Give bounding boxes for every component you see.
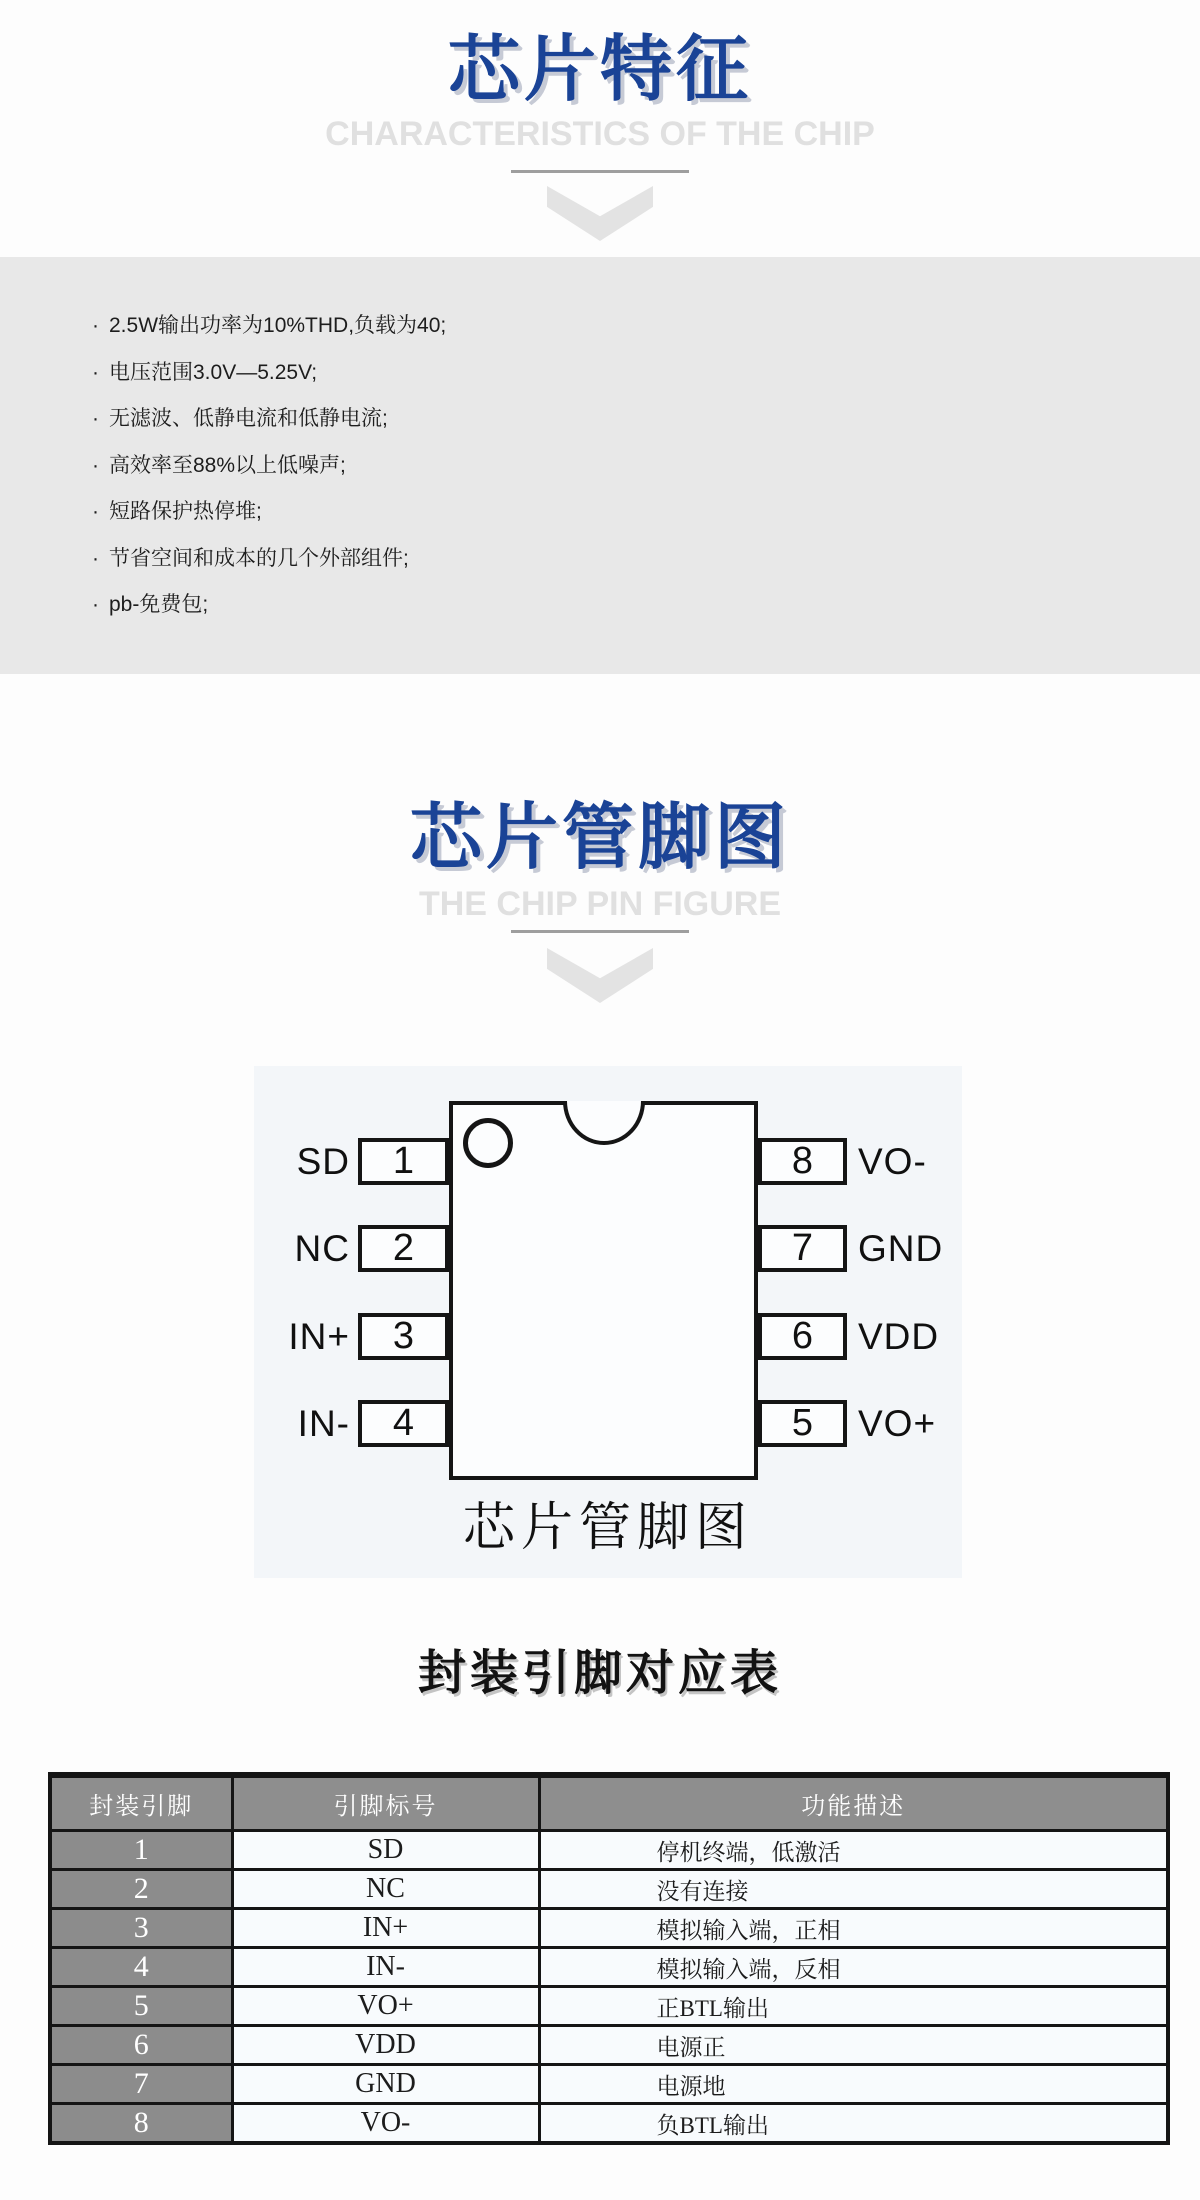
- chevron-down-icon: [547, 186, 653, 241]
- bullet-dot: ·: [92, 546, 99, 570]
- feature-item-text: 节省空间和成本的几个外部组件;: [109, 546, 409, 570]
- feature-item-text: 无滤波、低静电流和低静电流;: [109, 407, 388, 430]
- feature-item: [92, 489, 1140, 536]
- pin-box: [758, 1138, 847, 1185]
- column-header-pin-name: 引脚标号: [232, 1775, 539, 1831]
- feature-item: [92, 396, 1140, 443]
- pin-number: 4: [392, 1402, 415, 1444]
- feature-item: [92, 536, 1140, 583]
- cell-pin-number: 7: [50, 2065, 232, 2104]
- feature-item-text: 电压范围3.0V—5.25V;: [109, 360, 318, 384]
- pin-number: 2: [392, 1227, 415, 1269]
- feature-item-text: 高效率至88%以上低噪声;: [109, 453, 346, 477]
- cell-pin-number: 4: [50, 1948, 232, 1987]
- feature-list: [0, 257, 1200, 674]
- pin-table-heading: 封装引脚对应表: [417, 1647, 782, 1700]
- pin-table: [48, 1772, 1170, 2145]
- column-header-function: 功能描述: [539, 1775, 1168, 1831]
- features-section-subtitle: CHARACTERISTICS OF THE CHIP: [325, 115, 875, 153]
- feature-item: [92, 303, 1140, 350]
- pin-figure-section-title: 芯片管脚图: [409, 798, 790, 878]
- cell-pin-number: 5: [50, 1987, 232, 2026]
- pin-number: 1: [392, 1140, 415, 1182]
- cell-pin-number: 6: [50, 2026, 232, 2065]
- cell-pin-number: 1: [50, 1831, 232, 1870]
- bullet-dot: ·: [92, 314, 99, 337]
- divider-line: [511, 170, 689, 173]
- figure-caption: 芯片管脚图: [462, 1499, 753, 1557]
- cell-pin-name: IN+: [232, 1909, 539, 1948]
- pin-box: [758, 1225, 847, 1272]
- table-row: [50, 1948, 1168, 1987]
- pin-label: VO-: [858, 1140, 927, 1182]
- pin-box: [358, 1138, 449, 1185]
- pin-label: VO+: [858, 1402, 937, 1444]
- table-row: [50, 1831, 1168, 1870]
- pin1-marker-circle: [463, 1118, 513, 1168]
- pin-figure-section-subtitle: THE CHIP PIN FIGURE: [418, 885, 782, 923]
- cell-pin-description: 模拟输入端，正相: [539, 1909, 1168, 1948]
- bullet-dot: ·: [92, 407, 99, 430]
- pin-box: [758, 1400, 847, 1447]
- table-row: [50, 1987, 1168, 2026]
- cell-pin-description: 电源地: [539, 2065, 1168, 2104]
- pin-box: [358, 1400, 449, 1447]
- cell-pin-description: 负BTL输出: [539, 2104, 1168, 2144]
- pin-box: [358, 1225, 449, 1272]
- bullet-dot: ·: [92, 500, 99, 523]
- cell-pin-description: 模拟输入端，反相: [539, 1948, 1168, 1987]
- table-row: [50, 2104, 1168, 2144]
- feature-item: [92, 350, 1140, 397]
- cell-pin-description: 停机终端，低激活: [539, 1831, 1168, 1870]
- feature-item-text: 短路保护热停堆;: [109, 500, 262, 523]
- table-row: [50, 1870, 1168, 1909]
- feature-item-text: pb-免费包;: [109, 593, 209, 616]
- pin-number: 6: [791, 1315, 814, 1357]
- chip-pin-diagram: [254, 1066, 962, 1578]
- cell-pin-description: 电源正: [539, 2026, 1168, 2065]
- pin-label: IN+: [288, 1315, 350, 1357]
- table-row: [50, 2065, 1168, 2104]
- cell-pin-description: 没有连接: [539, 1870, 1168, 1909]
- cell-pin-name: SD: [232, 1831, 539, 1870]
- table-row: [50, 1909, 1168, 1948]
- pin-label: NC: [294, 1227, 350, 1269]
- table-row: [50, 2026, 1168, 2065]
- pin-number: 7: [791, 1227, 814, 1269]
- pin-label: SD: [296, 1140, 350, 1182]
- cell-pin-name: IN-: [232, 1948, 539, 1987]
- cell-pin-name: GND: [232, 2065, 539, 2104]
- feature-item: [92, 443, 1140, 490]
- cell-pin-number: 3: [50, 1909, 232, 1948]
- pin-box: [358, 1313, 449, 1360]
- cell-pin-number: 8: [50, 2104, 232, 2144]
- cell-pin-number: 2: [50, 1870, 232, 1909]
- cell-pin-name: NC: [232, 1870, 539, 1909]
- cell-pin-name: VO-: [232, 2104, 539, 2144]
- pin-number: 8: [791, 1140, 814, 1182]
- feature-item-text: 2.5W输出功率为10%THD,负载为40;: [109, 314, 447, 337]
- pin-label: VDD: [858, 1315, 940, 1357]
- pin-box: [758, 1313, 847, 1360]
- features-section-title: 芯片特征: [447, 30, 752, 110]
- pin-number: 3: [392, 1315, 415, 1357]
- bullet-dot: ·: [92, 360, 99, 384]
- pin-number: 5: [791, 1402, 814, 1444]
- table-header-row: [50, 1775, 1168, 1831]
- pin-label: GND: [858, 1227, 944, 1269]
- bullet-dot: ·: [92, 593, 99, 616]
- feature-item: [92, 582, 1140, 629]
- cell-pin-description: 正BTL输出: [539, 1987, 1168, 2026]
- chevron-down-icon: [547, 948, 653, 1003]
- cell-pin-name: VO+: [232, 1987, 539, 2026]
- pin-label: IN-: [297, 1402, 350, 1444]
- cell-pin-name: VDD: [232, 2026, 539, 2065]
- column-header-package-pin: 封装引脚: [50, 1775, 232, 1831]
- bullet-dot: ·: [92, 453, 99, 477]
- divider-line: [511, 930, 689, 933]
